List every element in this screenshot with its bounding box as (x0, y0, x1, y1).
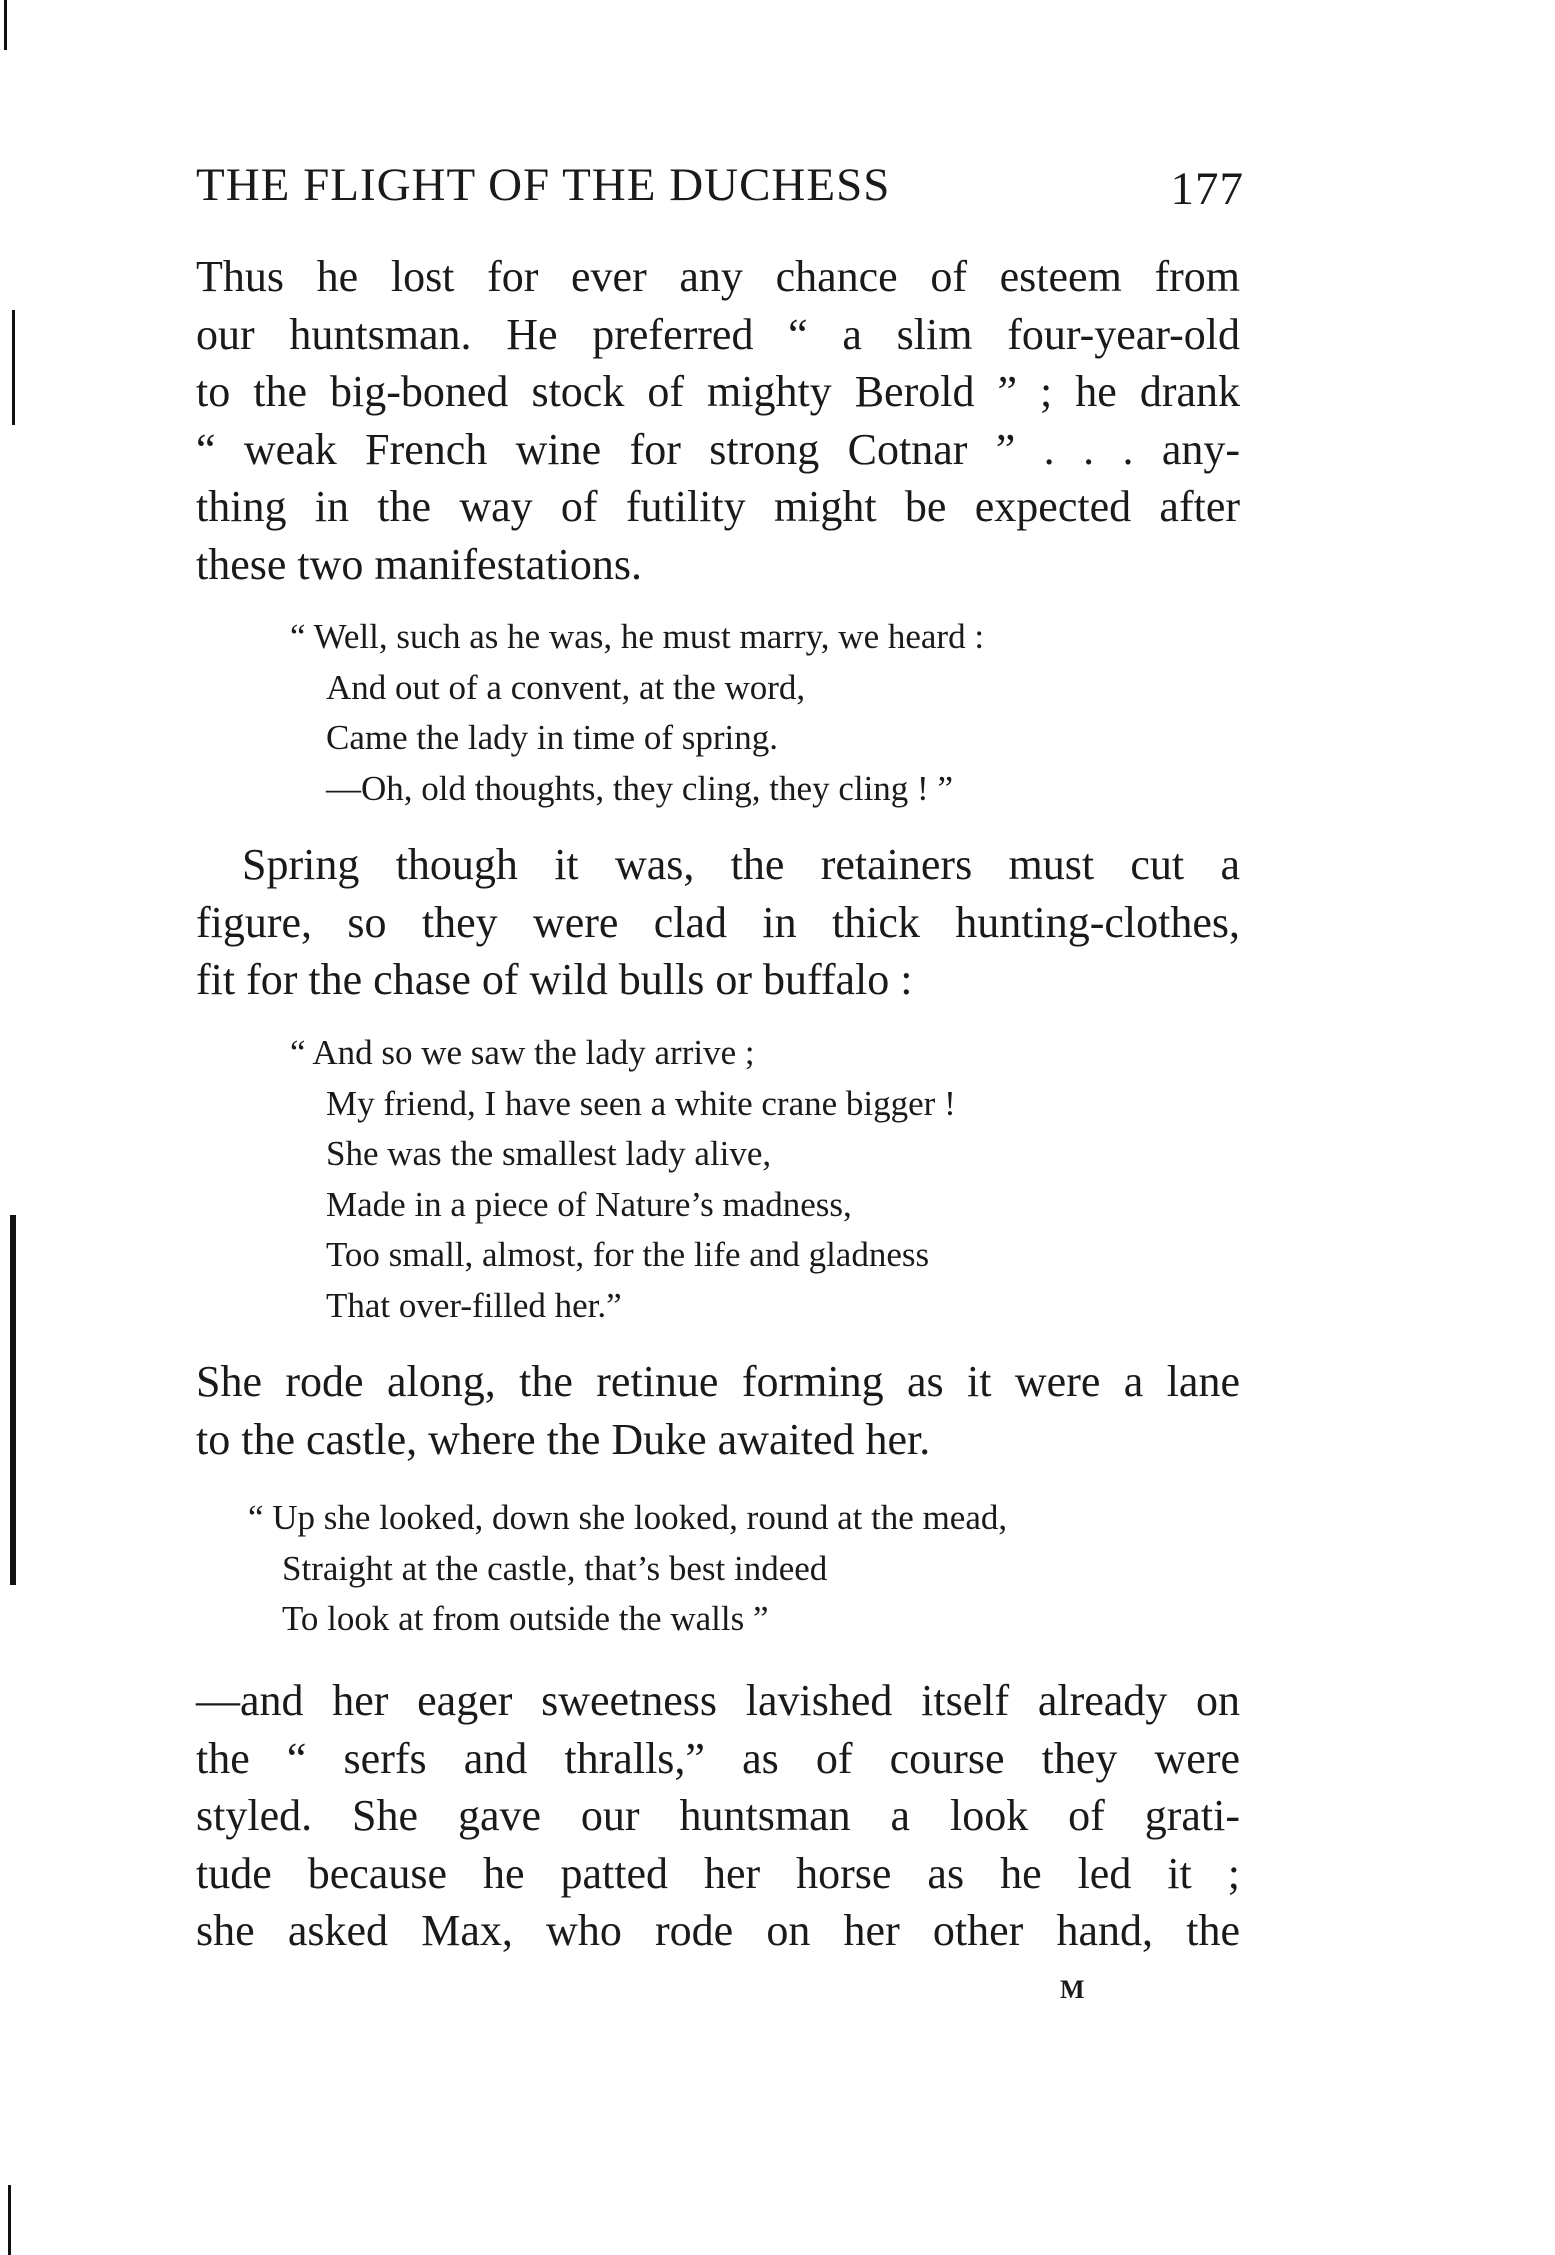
text-line: figure, so they were clad in thick hunting-clothes, (196, 897, 1240, 947)
text-line: the “ serfs and thralls,” as of course they were (196, 1733, 1240, 1783)
verse-line: “ Well, such as he was, he must marry, we heard : (290, 617, 985, 656)
text-line: our huntsman. He preferred “ a slim four-year-old (196, 309, 1240, 359)
text-line: —and her eager sweetness lavished itself already on (196, 1676, 1240, 1725)
scan-edge-mark (4, 0, 7, 50)
scan-edge-mark (10, 1215, 16, 1585)
verse-quotation (290, 1028, 956, 1331)
prose-paragraph (196, 836, 1240, 1009)
text-line: Spring though it was, the retainers must cut a (242, 840, 1240, 889)
text-line: to the castle, where the Duke awaited her. (196, 1414, 931, 1464)
verse-line: “ Up she looked, down she looked, round at the mead, (248, 1498, 1008, 1537)
running-title: THE FLIGHT OF THE DUCHESS (196, 159, 891, 211)
verse-line: —Oh, old thoughts, they cling, they cling ! ” (326, 768, 953, 808)
verse-line: Came the lady in time of spring. (326, 718, 778, 757)
verse-line: “ And so we saw the lady arrive ; (290, 1033, 755, 1072)
verse-line: Made in a piece of Nature’s madness, (326, 1184, 852, 1224)
verse-line: She was the smallest lady alive, (326, 1134, 772, 1173)
text-line: fit for the chase of wild bulls or buffalo : (196, 955, 913, 1004)
text-line: styled. She gave our huntsman a look of grati- (196, 1791, 1240, 1840)
signature-mark: M (1060, 1975, 1086, 2004)
text-line: tude because he patted her horse as he led it ; (196, 1848, 1240, 1898)
verse-line: Straight at the castle, that’s best indeed (282, 1548, 828, 1588)
verse-line: That over-filled her.” (326, 1285, 622, 1325)
text-line: She rode along, the retinue forming as it were a lane (196, 1357, 1240, 1406)
text-line: “ weak French wine for strong Cotnar ” . . . any- (196, 424, 1240, 474)
prose-paragraph (196, 1672, 1240, 1960)
verse-quotation (248, 1493, 1007, 1645)
verse-line: My friend, I have seen a white crane bigger ! (326, 1083, 956, 1123)
page-number: 177 (1170, 163, 1244, 215)
text-line: to the big-boned stock of mighty Berold ” ; he drank (196, 367, 1240, 416)
prose-paragraph (196, 1353, 1240, 1468)
scan-edge-mark (8, 2185, 11, 2255)
prose-paragraph (196, 248, 1240, 593)
text-line: thing in the way of futility might be expected after (196, 482, 1240, 531)
text-line: Thus he lost for ever any chance of esteem from (196, 252, 1240, 301)
text-line: she asked Max, who rode on her other hand, the (196, 1906, 1240, 1955)
verse-quotation (290, 612, 984, 814)
verse-line: Too small, almost, for the life and gladness (326, 1235, 930, 1274)
verse-line: And out of a convent, at the word, (326, 667, 806, 707)
running-header (196, 158, 1244, 218)
text-line: these two manifestations. (196, 539, 643, 589)
scan-edge-mark (12, 310, 15, 425)
verse-line: To look at from outside the walls ” (282, 1599, 769, 1638)
